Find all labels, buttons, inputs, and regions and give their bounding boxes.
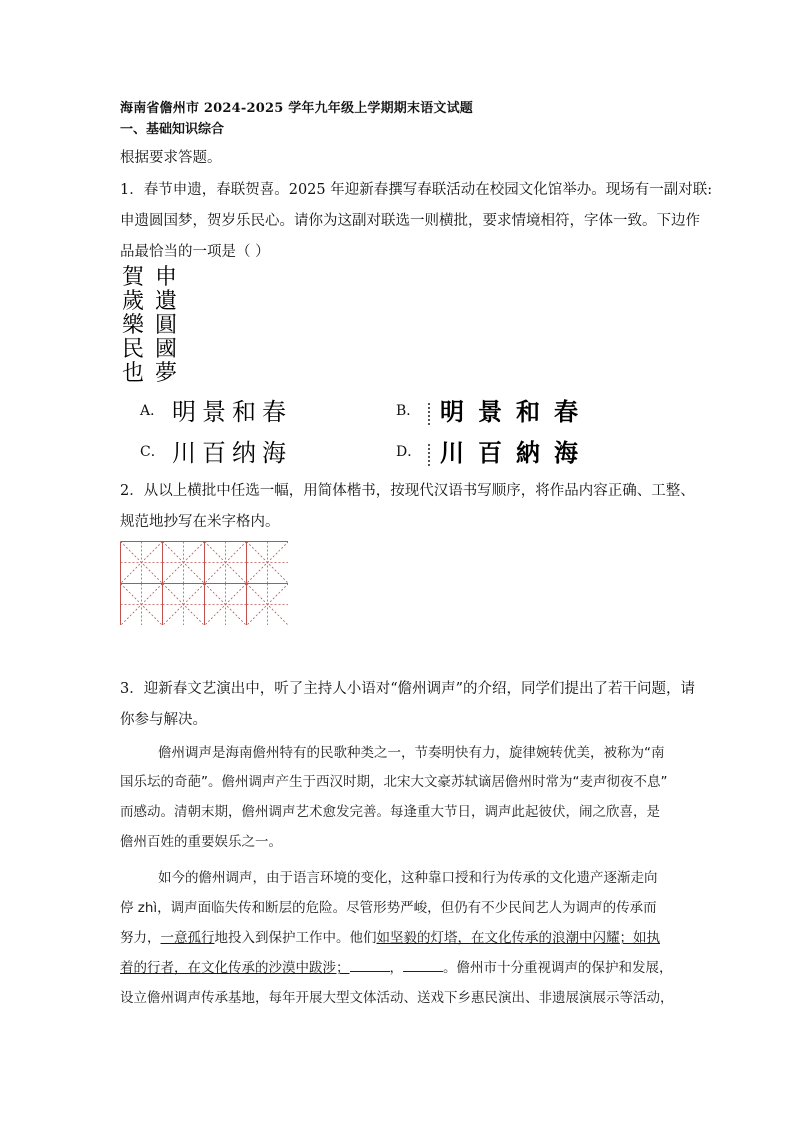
couplet-char: 國 <box>154 337 177 362</box>
option-c-calligraphy: 川百纳海 <box>172 439 292 467</box>
passage-line: 儋州调声是海南儋州特有的民歌种类之一，节奏明快有力，旋律婉转优美，被称为“南 <box>158 745 665 761</box>
option-a-calligraphy: 明景和春 <box>172 398 292 426</box>
q1-line-3: 品最恰当的一项是（ ） <box>120 244 270 260</box>
document-title: 海南省儋州市 2024-2025 学年九年级上学期期末语文试题 <box>120 101 474 116</box>
option-d-label: D． <box>396 444 422 460</box>
option-c-label: C． <box>140 444 165 460</box>
couplet-char: 遺 <box>154 289 177 314</box>
q1-line-1: 1．春节申遗，春联贺喜。2025 年迎新春撰写春联活动在校园文化馆举办。现场有一副对联: <box>120 182 713 198</box>
couplet-char: 夢 <box>154 361 177 386</box>
underlined-sentence: 如坚毅的灯塔，在文化传承的浪潮中闪耀；如执 <box>376 930 660 946</box>
writing-grid[interactable] <box>120 541 288 625</box>
couplet-char: 賀 <box>121 265 144 290</box>
option-b-label: B． <box>396 403 421 419</box>
couplet-char: 樂 <box>121 313 144 338</box>
couplet-char: 歲 <box>121 289 144 314</box>
couplet-left-column <box>120 266 146 386</box>
instruction-text: 根据要求答题。 <box>120 150 222 166</box>
q2-line-1: 2．从以上横批中任选一幅，用简体楷书，按现代汉语书写顺序，将作品内容正确、工整、 <box>120 483 695 499</box>
passage-line: 停 zhì，调声面临失传和断层的危险。尽管形势严峻，但仍有不少民间艺人为调声的传承而 <box>120 900 657 916</box>
underlined-idiom: 一意孤行 <box>160 930 215 946</box>
couplet-char: 申 <box>154 265 177 290</box>
q3-line-2: 你参与解决。 <box>120 712 207 728</box>
answer-blank[interactable] <box>350 957 390 972</box>
answer-blank[interactable] <box>403 957 443 972</box>
option-b-calligraphy: 明景和春 <box>428 392 592 427</box>
passage-line: 如今的儋州调声，由于语言环境的变化，这种靠口授和行为传承的文化遗产逐渐走向 <box>158 870 658 886</box>
passage-line: 国乐坛的奇葩”。儋州调声产生于西汉时期，北宋大文豪苏轼谪居儋州时常为“麦声彻夜不息” <box>120 774 668 790</box>
couplet-right-column <box>153 266 179 386</box>
section-heading: 一、基础知识综合 <box>120 122 225 137</box>
couplet-char: 民 <box>121 337 144 362</box>
seal-mark-icon <box>428 403 434 425</box>
passage-line: 努力，一意孤行地投入到保护工作中。他们如坚毅的灯塔，在文化传承的浪潮中闪耀；如执 <box>120 930 660 946</box>
seal-mark-icon <box>428 444 434 466</box>
mi-grid-icon <box>120 541 288 625</box>
q3-line-1: 3．迎新春文艺演出中，听了主持人小语对“儋州调声”的介绍，同学们提出了若干问题，请 <box>120 681 696 697</box>
q2-line-2: 规范地抄写在米字格内。 <box>120 514 280 530</box>
passage-line: 设立儋州调声传承基地，每年开展大型文体活动、送戏下乡惠民演出、非遗展演展示等活动， <box>120 990 674 1006</box>
q1-line-2: 申遗圆国梦，贺岁乐民心。请你为这副对联选一则横批，要求情境相符，字体一致。下边作 <box>120 213 700 229</box>
option-a-label: A． <box>140 403 165 419</box>
couplet-char: 圓 <box>154 313 177 338</box>
passage-line: 而感动。清朝末期，儋州调声艺术愈发完善。每逢重大节日，调声此起彼伏，闹之欣喜，是 <box>120 804 660 820</box>
passage-line: 着的行者，在文化传承的沙漠中跋涉； ， 。儋州市十分重视调声的保护和发展， <box>120 956 673 976</box>
passage-line: 儋州百姓的重要娱乐之一。 <box>120 834 282 850</box>
couplet-char: 也 <box>121 361 144 386</box>
option-d-calligraphy: 川百納海 <box>428 433 592 468</box>
underlined-sentence: 着的行者，在文化传承的沙漠中跋涉； <box>120 960 350 976</box>
